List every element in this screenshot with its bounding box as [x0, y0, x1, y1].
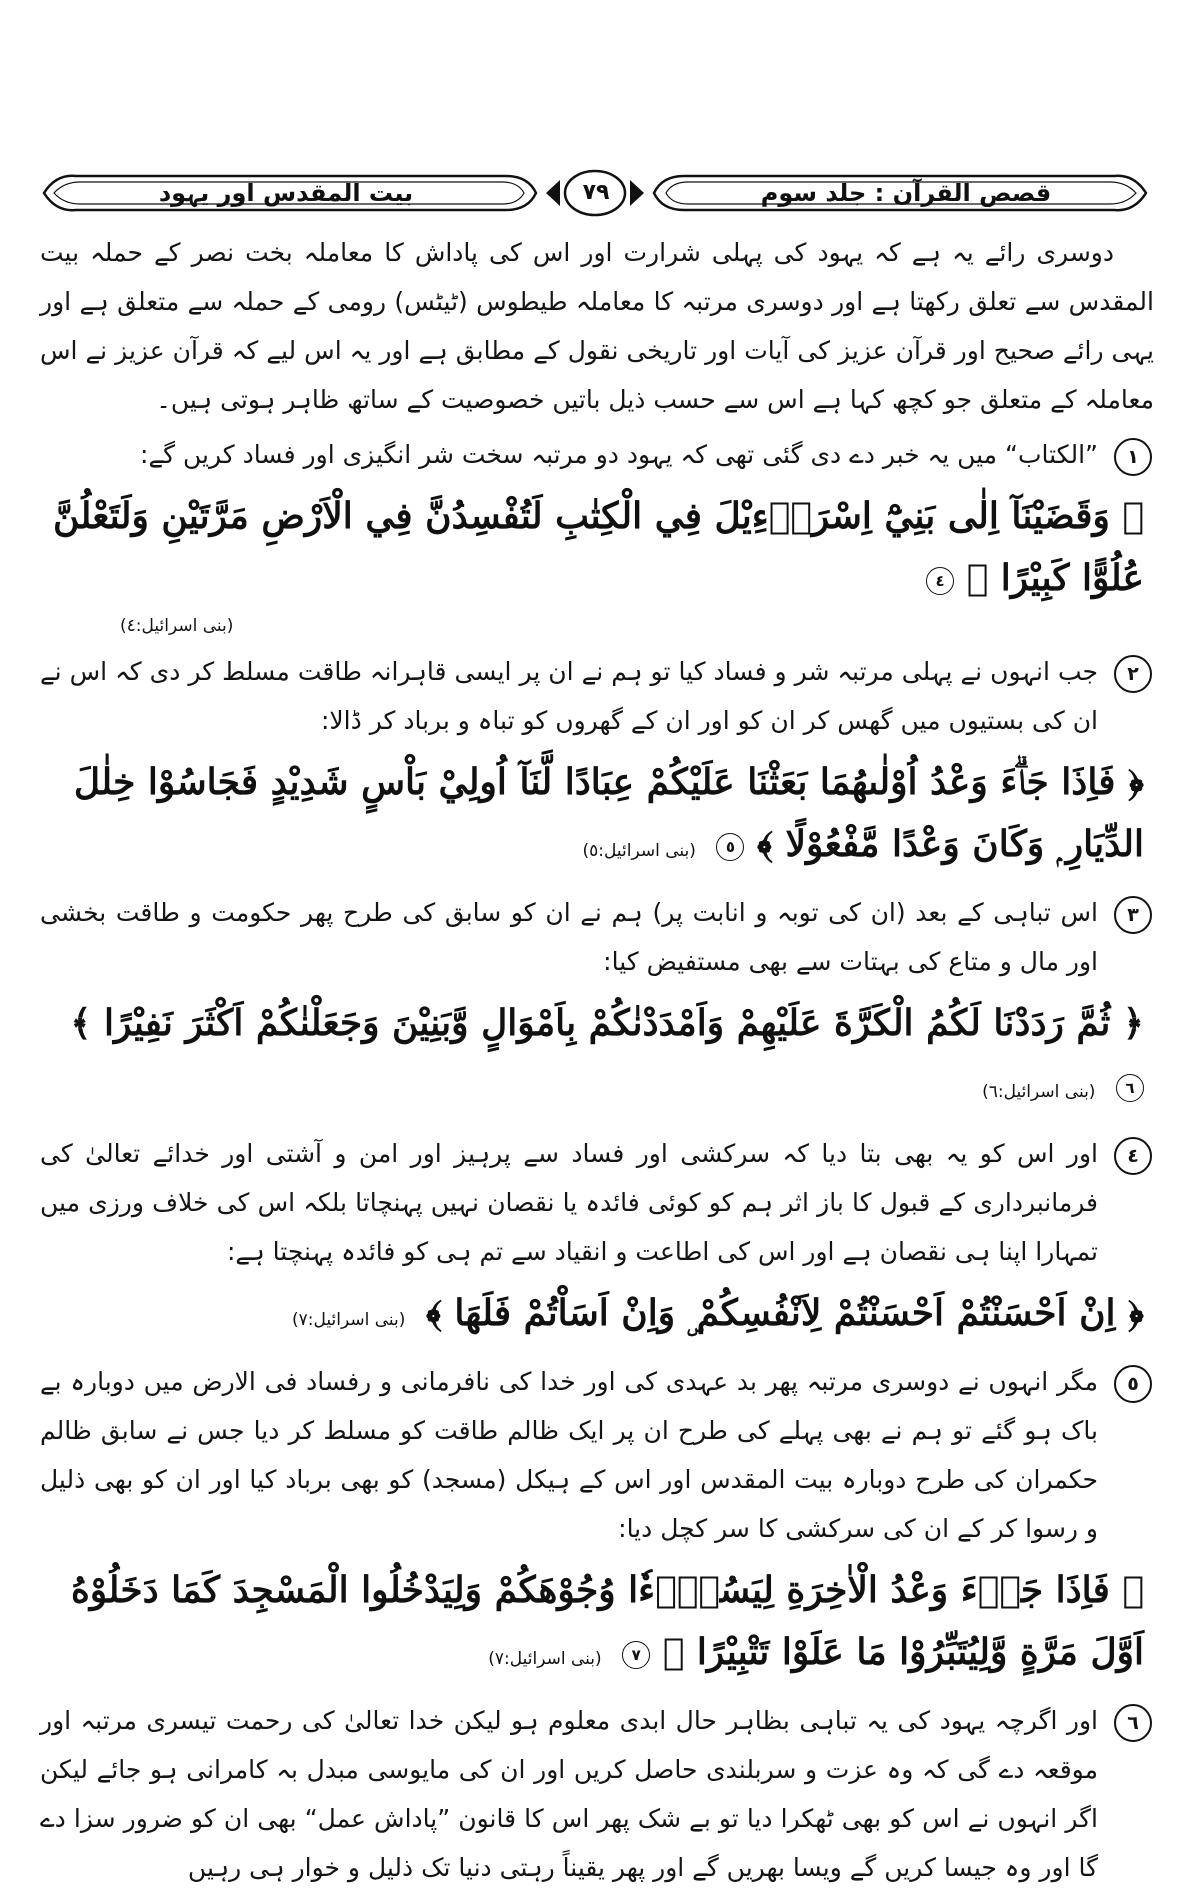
list-item: [40, 647, 1154, 745]
chapter-title: بیت المقدس اور یہود: [158, 179, 414, 207]
list-item: [40, 1129, 1154, 1276]
verse-reference: (بنی اسرائیل:٧): [488, 1649, 602, 1669]
item-number-badge: ٤: [1114, 1137, 1152, 1175]
verse-text: ﴿ فَاِذَا جَاۗءَ وَعْدُ اُوْلٰىهُمَا بَعَثْنَا عَلَيْكُمْ عِبَادًا لَّنَآ اُولِيْ بَاْسٍ شَدِيْدٍ فَجَاسُوْا خِلٰلَ الدِّيَارِ ۭ وَكَانَ وَعْدًا مَّفْعُوْلًا ﴾: [73, 761, 1144, 865]
verse-reference: (بنی اسرائیل:٦): [982, 1082, 1096, 1102]
ayah-number: ٥: [716, 833, 744, 861]
intro-line: دوسری رائے یہ ہے کہ یہود کی پہلی شرارت اور اس کی پاداش کا معاملہ بخت نصر کے حملہ بیت المقدس سے تعلق رکھتا ہے اور: [40, 238, 1154, 316]
verse-reference: (بنی اسرائیل:٤): [120, 616, 234, 636]
item-number-badge: ٣: [1114, 896, 1152, 934]
verse-text: ﴿ وَقَضَيْنَآ اِلٰى بَنِيْٓ اِسْرَاۗءِيْلَ فِي الْكِتٰبِ لَتُفْسِدُنَّ فِي الْاَرْضِ مَرَّتَيْنِ وَلَتَعْلُنَّ عُلُوًّا كَبِيْرًا ﴾: [52, 495, 1144, 599]
verse-text: ﴿ فَاِذَا جَاۗءَ وَعْدُ الْاٰخِرَةِ لِيَسُوْۗءٗا وُجُوْهَكُمْ وَلِيَدْخُلُوا الْمَسْجِدَ كَمَا دَخَلُوْهُ اَوَّلَ مَرَّةٍ وَّلِيُتَبِّرُوْا مَا عَلَوْا تَتْبِيْرًا ﴾: [70, 1569, 1144, 1673]
quran-verse: [40, 992, 1154, 1123]
intro-paragraph: [40, 228, 1154, 424]
intro-line: ہے اور یہ اس لیے کہ قرآن عزیز نے اس معاملہ کے متعلق جو کچھ کہا ہے اس سے حسب ذیل باتیں خصوصیت کے ساتھ ظاہر ہوتی ہیں۔: [40, 336, 1154, 414]
book-title: قصص القرآن : جلد سوم: [760, 179, 1052, 207]
item-text: مگر انہوں نے دوسری مرتبہ پھر بد عہدی کی اور خدا کی نافرمانی و رفساد فی الارض میں دوبارہ بے باک ہو گئے تو ہم نے بھی پہلے کی طرح ان پر ایک ظالم طاقت کو مسلط کر دیا جس نے سابق ظالم حکمران کی طرح دوبارہ بیت المقدس اور اس کے ہیکل (مسجد) کو بھی برباد کیا اور ان کو بھی ذلیل و رسوا کر کے ان کی سرکشی کا سر کچل دیا:: [40, 1367, 1098, 1543]
quran-verse: [40, 485, 1154, 609]
quran-verse: [40, 1559, 1154, 1690]
verse-text: ﴿ ثُمَّ رَدَدْنَا لَكُمُ الْكَرَّةَ عَلَيْهِمْ وَاَمْدَدْنٰكُمْ بِاَمْوَالٍ وَّبَنِيْنَ وَجَعَلْنٰكُمْ اَكْثَرَ نَفِيْرًا ﴾: [70, 1002, 1144, 1044]
item-text: ”الکتاب“ میں یہ خبر دے دی گئی تھی کہ یہود دو مرتبہ سخت شر انگیزی اور فساد کریں گے:: [140, 440, 1098, 469]
list-item: [40, 1696, 1154, 1892]
intro-line: دوسری مرتبہ کا معاملہ طیطوس (ٹیٹس) رومی کے حملہ سے متعلق ہے اور یہی رائے صحیح اور قرآن عزیز کی آیات اور تاریخی نقول کے مطابق: [40, 287, 1155, 365]
list-item: [40, 430, 1154, 479]
ayah-number: ٤: [926, 567, 954, 595]
ayah-number: ٦: [1116, 1074, 1144, 1102]
verse-text: ﴿ اِنْ اَحْسَنْتُمْ اَحْسَنْتُمْ لِاَنْفُسِكُمْ ۣ وَاِنْ اَسَاْتُمْ فَلَهَا ﴾: [425, 1292, 1144, 1334]
page-number: ٧٩: [582, 180, 610, 205]
verse-reference: (بنی اسرائیل:٧): [292, 1310, 406, 1330]
item-text: جب انہوں نے پہلی مرتبہ شر و فساد کیا تو ہم نے ان پر ایسی قاہرانہ طاقت مسلط کر دی کہ اس نے ان کی بستیوں میں گھس کر ان کو اور ان کے گھروں کو تباہ و برباد کر ڈالا:: [40, 657, 1098, 735]
item-number-badge: ١: [1114, 438, 1152, 476]
quran-verse: [40, 1282, 1154, 1351]
list-item: [40, 1357, 1154, 1553]
list-item: [40, 888, 1154, 986]
item-text: اس تباہی کے بعد (ان کی توبہ و انابت پر) ہم نے ان کو سابق کی طرح پھر حکومت و طاقت بخشی اور مال و متاع کی بہتات سے بھی مستفیض کیا:: [40, 898, 1098, 976]
quran-verse: [40, 751, 1154, 882]
ayah-number: ٧: [622, 1641, 650, 1669]
item-text: اور اگرچہ یہود کی یہ تباہی بظاہر حال ابدی معلوم ہو لیکن خدا تعالیٰ کی رحمت تیسری مرتبہ اور موقعہ دے گی کہ وہ عزت و سربلندی حاصل کریں اور ان کی مایوسی مبدل بہ کامرانی ہو جائے لیکن اگر انہوں نے اس کو بھی ٹھکرا دیا تو بے شک پھر اس کا قانون ”پاداش عمل“ بھی ان کو ضرور سزا دے گا اور وہ جیسا کریں گے ویسا بھریں گے اور پھر یقیناً رہتی دنیا تک ذلیل و خوار ہی رہیں: [40, 1706, 1098, 1882]
item-number-badge: ٢: [1114, 655, 1152, 693]
item-number-badge: ٦: [1114, 1704, 1152, 1742]
page-body: [40, 228, 1154, 1892]
running-header: [36, 166, 1154, 220]
verse-reference: (بنی اسرائیل:٥): [582, 841, 696, 861]
item-number-badge: ٥: [1114, 1365, 1152, 1403]
item-text: اور اس کو یہ بھی بتا دیا کہ سرکشی اور فساد سے پرہیز اور امن و آشتی اور خدائے تعالیٰ کی فرمانبرداری کے قبول کا باز اثر ہم کو کوئی فائدہ یا نقصان نہیں پہنچاتا بلکہ اس کی خلاف ورزی میں تمہارا اپنا ہی نقصان ہے اور اس کی اطاعت و انقیاد سے تم ہی کو فائدہ پہنچتا ہے:: [40, 1139, 1098, 1266]
